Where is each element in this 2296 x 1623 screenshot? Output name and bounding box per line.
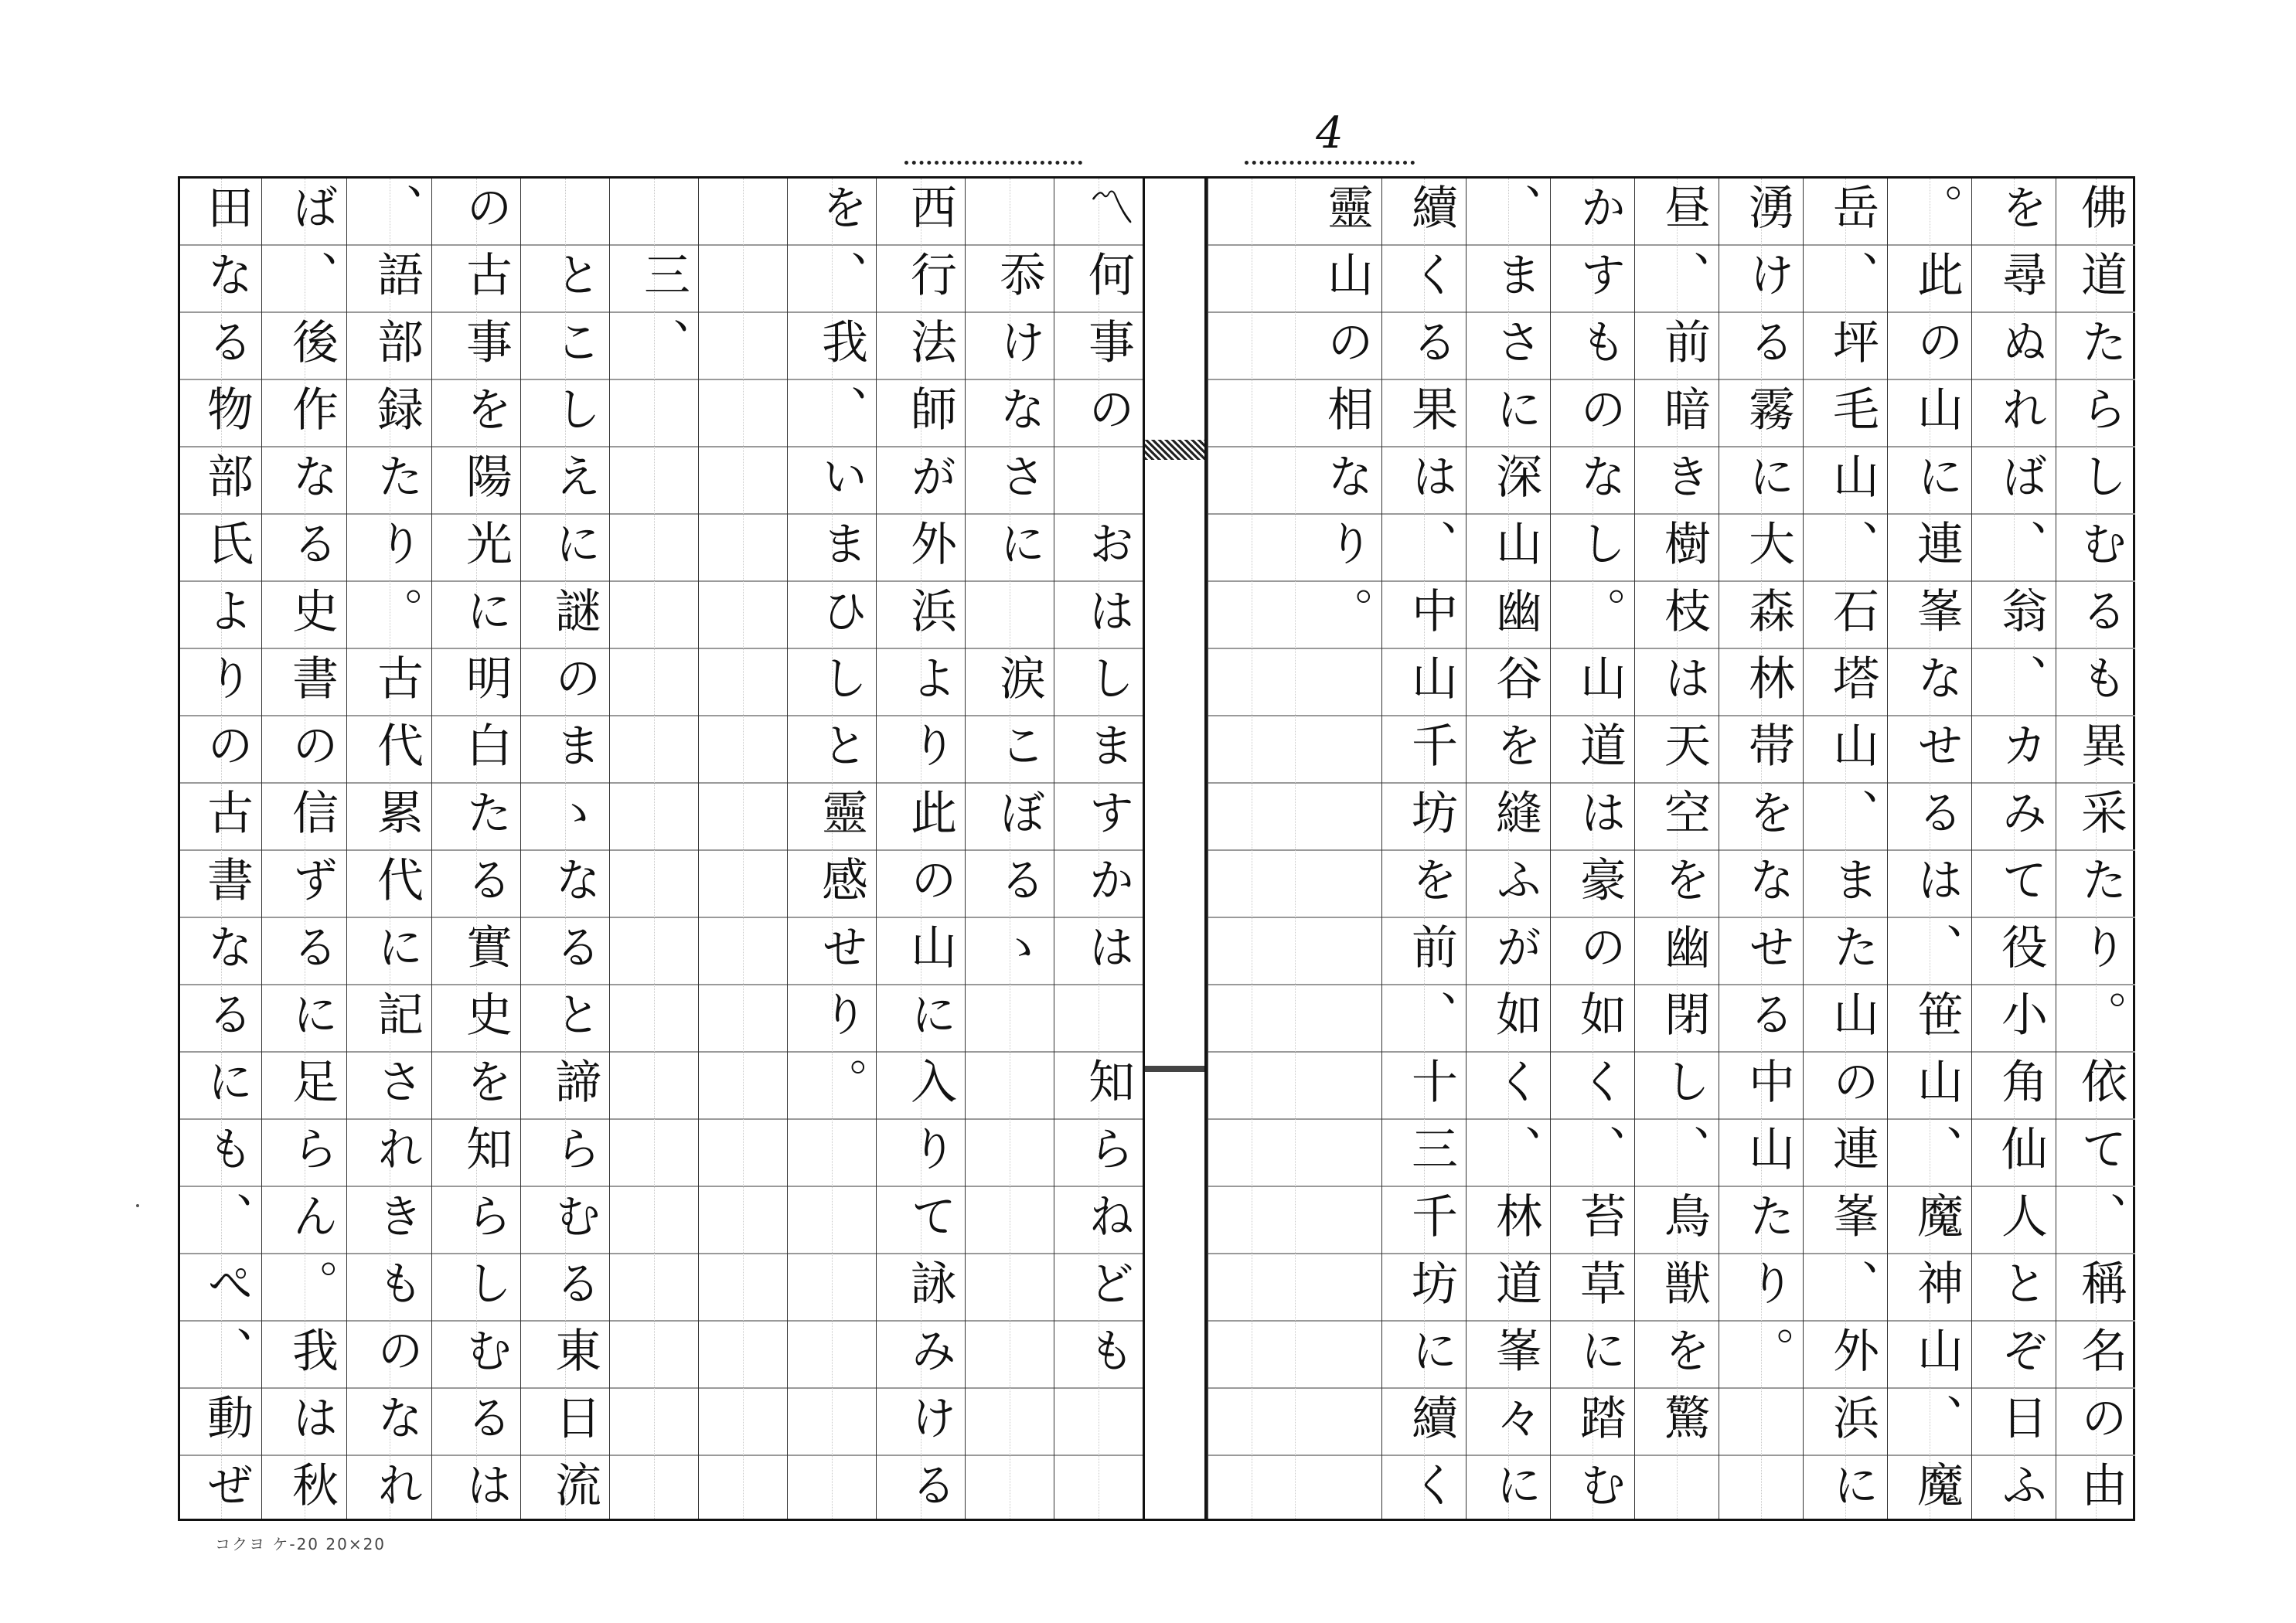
paper-brand-label: コクヨ ケ-20 20×20 — [215, 1535, 387, 1553]
manuscript-column — [1054, 179, 1143, 1519]
manuscript-column — [787, 179, 876, 1519]
empty-manuscript-column — [1208, 179, 1295, 1519]
manuscript-column — [1634, 179, 1719, 1519]
gutter-fish-tail-mark — [1145, 440, 1204, 460]
column-text: 、語部録たり。古代累代に記されきものなれ — [370, 183, 424, 1528]
column-text: 續くる果は、中山千坊を前、十三千坊に續く — [1404, 183, 1458, 1528]
column-text: の古事を陽光に明白たる實史を知らしむるは — [458, 183, 513, 1528]
column-text: 岳、坪毛山、石塔山、また山の連峯、外浜に — [1825, 183, 1879, 1528]
column-text: かすものなし。山道は豪の如く、苔草に踏む — [1572, 183, 1627, 1528]
column-text: とこしえに謎のまゝなると諦らむる東日流 — [547, 183, 601, 1528]
column-text: 西行法師が外浜より此の山に入りて詠みける — [903, 183, 957, 1528]
manuscript-column — [431, 179, 520, 1528]
manuscript-column — [698, 179, 787, 1519]
manuscript-column — [2056, 179, 2135, 1528]
column-text: ば、後作なる史書の信ずるに足らん。我は秋 — [284, 183, 339, 1528]
manuscript-column — [965, 179, 1054, 1519]
column-text: 、まさに深山幽谷を縫ふが如く、林道峯々に — [1488, 183, 1542, 1528]
manuscript-column — [261, 179, 346, 1528]
manuscript-column — [1207, 179, 1381, 1519]
column-text: を、我、いまひしと靈感せり。 — [814, 183, 868, 1125]
manuscript-column — [609, 179, 698, 1519]
manuscript-column — [1803, 179, 1887, 1528]
manuscript-column — [1719, 179, 1803, 1519]
manuscript-column — [1887, 179, 1971, 1528]
manuscript-column — [346, 179, 431, 1528]
center-gutter — [1143, 179, 1207, 1519]
manuscript-column — [1466, 179, 1550, 1528]
stray-mark — [136, 1204, 139, 1207]
manuscript-column — [876, 179, 965, 1528]
column-text: 忝けなさに 涙こぼるゝ — [992, 183, 1046, 990]
column-text: 三、 — [636, 183, 690, 385]
column-text: を尋ぬれば、翁、カみて役小角仙人とぞ日ふ — [1994, 183, 2048, 1528]
page-number: 4 — [1316, 108, 1344, 158]
column-text: 昼、前暗き樹枝は天空を幽閉し、鳥獣を驚 — [1657, 183, 1711, 1461]
manuscript-column — [180, 179, 261, 1528]
header-dotted-rule-left — [904, 161, 1082, 165]
column-text: 靈山の相なり。 — [1320, 183, 1374, 654]
column-text: 田なる物部氏よりの古書なるにも、ぺ、動ぜ — [199, 183, 254, 1528]
column-text: 〽何事の おはしますかは 知らねども — [1081, 183, 1135, 1393]
manuscript-sheet — [178, 176, 2135, 1528]
manuscript-column — [1971, 179, 2056, 1528]
manuscript-column — [520, 179, 609, 1528]
column-text: 湧ける霧に大森林帯をなせる中山たり。 — [1741, 183, 1795, 1393]
column-text: 。此の山に連峯なせるは、笹山、魔神山、魔 — [1909, 183, 1964, 1528]
manuscript-column — [1381, 179, 1466, 1528]
gutter-line-mark — [1145, 1066, 1204, 1072]
column-text: 佛道たらしむるも異采たり。依て、稱名の由 — [2073, 183, 2127, 1528]
manuscript-column — [1550, 179, 1634, 1528]
header-dotted-rule-right — [1245, 161, 1415, 165]
